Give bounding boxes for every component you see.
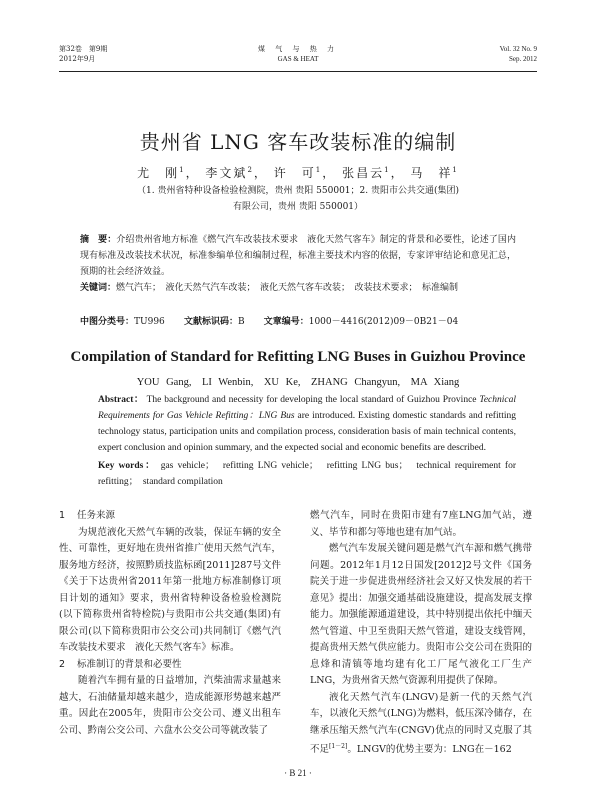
paragraph: 液化天然气汽车(LNGV)是新一代的天然气汽车，以液化天然气(LNG)为燃料，低压深冷储存，在继承压缩天然气汽车(CNGV)优点的同时又克服了其不足[1－2]。LNGV的优势主要为：LNG在－162: [310, 691, 532, 756]
journal-name-zh: 煤 气 与 热 力: [258, 45, 338, 53]
paper-title-en: Compilation of Standard for Refitting LNG Buses in Guizhou Province: [70, 349, 526, 365]
abstract-zh-text: 介绍贵州省地方标准《燃气汽车改装技术要求 液化天然气客车》制定的背景和必要性，论述了国内现有标准及改装技术状况，标准参编单位和编制过程，标准主要技术内容的依据，专家评审结论和意见汇总，预期的社会经济效益。: [80, 235, 516, 277]
clc-number: TU996: [134, 317, 165, 327]
author-list-en: YOU Gang, LI Wenbin, XU Ke, ZHANG Changyun, MA Xiang: [136, 377, 460, 388]
classification-line: 中图分类号：TU996 文献标识码：B 文章编号：1000－4416(2012)09－0B21－04: [80, 317, 459, 327]
header-rule: [59, 71, 537, 72]
abstract-en-label: Abstract：: [98, 395, 144, 405]
keywords-zh-text: 燃气汽车； 液化天然气汽车改装； 液化天然气客车改装； 改装技术要求； 标准编制: [116, 283, 459, 293]
author: 马 祥$^1$: [410, 166, 459, 180]
standard-title-en: Technical Requirements for Gas Vehicle Refitting：LNG Bus: [98, 395, 516, 421]
body-right-column: [310, 508, 532, 759]
author: 许 可$^1$，: [273, 166, 337, 180]
header-center: [59, 44, 537, 64]
doc-code: B: [237, 317, 245, 327]
body-left-column: [59, 508, 281, 739]
volume-issue-en: Vol. 32 No. 9: [499, 45, 537, 53]
affiliation: （1. 贵州省特种设备检验检测院，贵州 贵阳 550001；2. 贵阳市公共交通(集团) 有限公司，贵州 贵阳 550001）: [137, 186, 459, 212]
author: 尤 刚$^1$，: [137, 166, 200, 180]
volume-issue-zh: 第32卷 第9期: [59, 45, 108, 53]
abstract-en: Abstract： The background and necessity for developing the local standard of Guizhou Province Technical Requirements for Gas Vehicle Refitting：LNG Bus are introduced. Existing domestic standards and refitting technology status, participation units and compilation process, consideration basis of main technical contents, expert conclusion and opinion summary, and the expected social and economic benefits are described.: [98, 395, 517, 453]
article-number: 1000－4416(2012)09－0B21－04: [308, 317, 459, 327]
author: 李文斌$^2$，: [205, 166, 268, 180]
keywords-zh-label: 关键词：: [80, 283, 117, 293]
section-heading: 1 任务来源: [59, 510, 116, 521]
paragraph: 燃气汽车，同时在贵阳市建有7座LNG加气站，遵义、毕节和都匀等地也建有加气站。: [310, 510, 532, 538]
paragraph: 随着汽车拥有量的日益增加，汽柴油需求量越来越大，石油储量却越来越少，造成能源形势越来越严重。因此在2005年，贵阳市公交公司、遵义出租车公司、黔南公交公司、六盘水公交公司等就改装了: [59, 675, 281, 736]
paragraph: 为规范液化天然气车辆的改装，保证车辆的安全性、可靠性，更好地在贵州省推广使用天然气汽车，服务地方经济，按照黔质技监标函[2011]287号文件《关于下达贵州省2011年第一批地方标准制修订项目计划的通知》要求，贵州省特种设备检验检测院(以下简称贵州省特检院)与贵阳市公共交通(集团)有限公司(以下简称贵阳市公交公司)共同制订《燃气汽车改装技术要求 液化天然气客车》标准。: [59, 526, 281, 653]
paper-title: 贵州省 LNG 客车改装标准的编制: [139, 130, 457, 154]
date-zh: 2012年9月: [59, 55, 96, 63]
date-en: Sep. 2012: [509, 55, 537, 63]
header-right: [500, 44, 537, 64]
paragraph: 燃气汽车发展关键问题是燃气汽车源和燃气携带问题。2012年1月12日国发[2012]2号文件《国务院关于进一步促进贵州经济社会又好又快发展的若干意见》提出：加强交通基础设施建设，提高发展支撑能力。加强能源通道建设，其中特别提出依托中缅天然气管道、中卫至贵阳天然气管道，建设支线管网，提高贵州天然气供应能力。贵阳市公交公司在贵阳的息烽和清镇等地均建有化工厂尾气液化工厂生产LNG，为贵州省天然气资源利用提供了保障。: [310, 543, 532, 686]
citation: [1－2]: [329, 743, 348, 750]
journal-name-en: GAS & HEAT: [277, 55, 319, 63]
keywords-zh: [80, 280, 516, 296]
author: 张昌云$^1$，: [342, 166, 405, 180]
section-heading: 2 标准制订的背景和必要性: [59, 658, 182, 670]
page-number: · B 21 ·: [284, 768, 312, 778]
author-list: [0, 164, 596, 181]
keywords-en: Key words： gas vehicle； refitting LNG vehicle； refitting LNG bus； technical requirement for refitting； standard compilation: [98, 461, 516, 487]
keywords-en-label: Key words：: [98, 461, 157, 471]
running-header: [59, 44, 537, 68]
abstract-zh-label: 摘 要：: [80, 235, 117, 245]
abstract-zh: [80, 232, 516, 280]
